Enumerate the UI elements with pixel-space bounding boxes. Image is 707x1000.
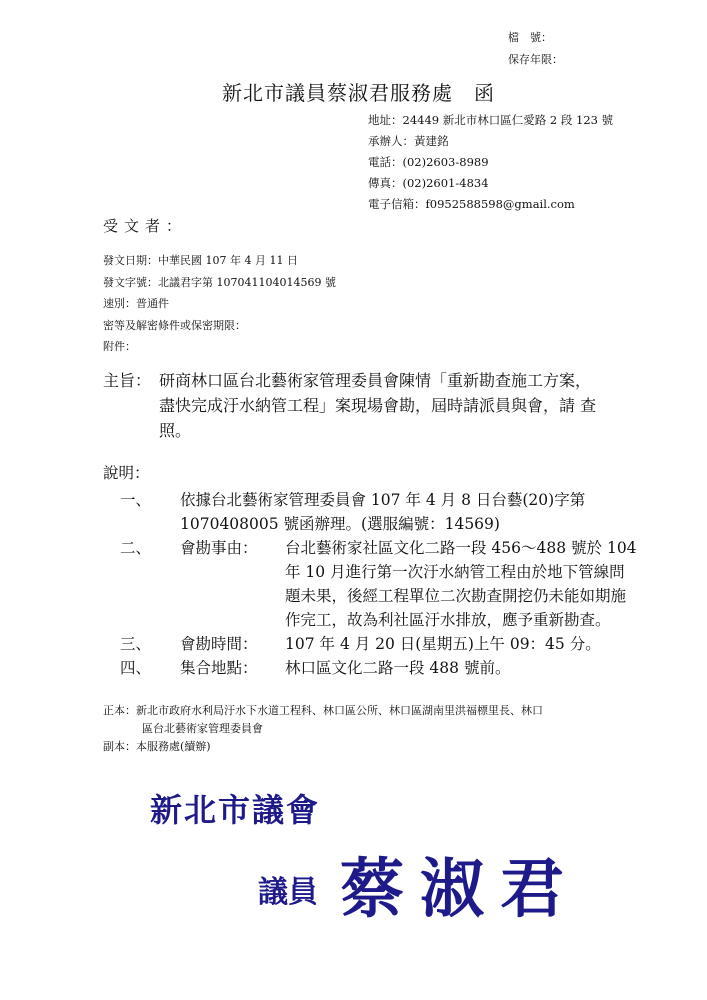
original-recipients-continued: 區台北藝術家管理委員會 [142,722,263,735]
subject-line: 照。 [159,421,192,440]
explanation-item [120,632,637,656]
item-text-line: 1070408005 號函辦理。(選服編號：14569) [180,515,500,533]
item-text-line: 題未果，後經工程單位二次勘查開挖仍未能如期施 [285,587,627,605]
explanation-label: 說明： [103,464,150,482]
item-number: 一、 [120,491,152,509]
item-text-line: 年 10 月進行第一次汙水納管工程由於地下管線問 [285,563,625,581]
duplicate-recipients: 副本：本服務處(續辦) [103,740,211,753]
council-stamp: 新北市議會 [150,791,321,829]
document-title: 新北市議員蔡淑君服務處 函 [222,81,495,105]
copies-section [103,702,543,756]
subject-label: 主旨： [103,371,152,390]
councilor-title-stamp: 議員 [258,875,318,910]
sender-email: 電子信箱：f0952588598@gmail.com [368,197,575,211]
sender-info [368,110,613,215]
sender-contact-person: 承辦人：黃建銘 [368,134,449,148]
councilor-name-stamp: 蔡淑君 [340,853,580,927]
sender-phone: 電話：(02)2603-8989 [368,155,489,169]
subject-line: 研商林口區台北藝術家管理委員會陳情「重新勘查施工方案， [159,371,592,390]
dispatch-secrecy: 密等及解密條件或保密期限： [103,318,246,332]
explanation-item [120,488,637,536]
item-number: 四、 [120,659,152,677]
item-label: 會勘事由： [180,539,258,557]
item-text-line: 台北藝術家社區文化二路一段 456～488 號於 104 [285,539,637,557]
explanation-list [120,488,637,680]
item-text-line: 林口區文化二路一段 488 號前。 [285,659,511,677]
recipient-label: 受文者： [103,217,188,235]
subject-section [103,368,596,443]
item-text-line: 107 年 4 月 20 日(星期五)上午 09：45 分。 [285,635,601,653]
item-text-line: 依據台北藝術家管理委員會 107 年 4 月 8 日台藝(20)字第 [180,491,586,509]
dispatch-speed: 速別：普通件 [103,297,169,310]
item-text-line: 作完工，故為利社區汙水排放，應予重新勘查。 [285,611,611,629]
dispatch-number: 發文字號：北議君字第 107041104014569 號 [103,275,336,289]
item-number: 二、 [120,539,152,557]
explanation-item [120,536,637,632]
sender-address: 地址：24449 新北市林口區仁愛路 2 段 123 號 [368,113,614,127]
item-label: 集合地點： [180,659,258,677]
dispatch-attachment: 附件： [103,340,136,353]
item-number: 三、 [120,635,152,653]
retention-period-label: 保存年限： [508,53,563,66]
dispatch-info [103,250,336,358]
explanation-item [120,656,637,680]
sender-fax: 傳真：(02)2601-4834 [368,176,489,190]
item-label: 會勘時間： [180,635,258,653]
file-number-label: 檔 號： [508,31,552,44]
original-recipients: 正本：新北市政府水利局汙水下水道工程科、林口區公所、林口區湖南里洪福標里長、林口 [103,704,543,717]
subject-line: 盡快完成汙水納管工程」案現場會勘，屆時請派員與會，請 查 [159,396,597,415]
dispatch-date: 發文日期：中華民國 107 年 4 月 11 日 [103,254,298,267]
